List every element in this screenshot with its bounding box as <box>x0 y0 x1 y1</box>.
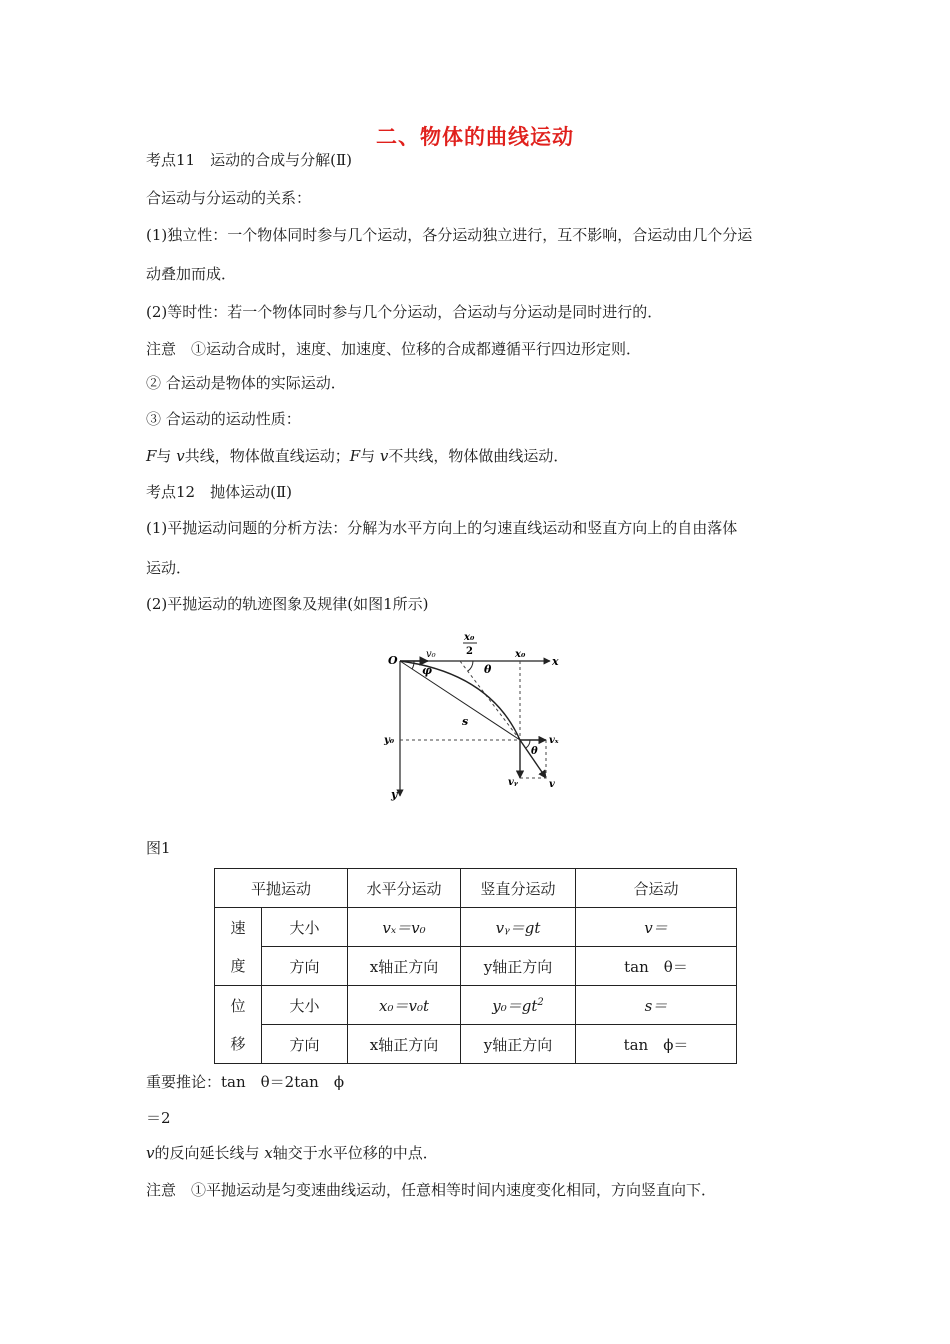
inference-line2: ＝2 <box>146 1109 171 1127</box>
table-cell: s＝ <box>576 986 737 1025</box>
label-phi: φ <box>422 664 432 677</box>
projectile-table <box>214 868 737 1064</box>
label-O: O <box>388 654 398 667</box>
symbol-x: x <box>264 1144 273 1162</box>
label-x: x <box>552 655 559 668</box>
label-theta-bottom: θ <box>531 746 538 757</box>
table-cell <box>461 986 576 1025</box>
section11-intro: 合运动与分运动的关系： <box>146 189 312 207</box>
table-cell <box>348 986 461 1025</box>
page-title: 二、物体的曲线运动 <box>376 125 574 149</box>
header-cell: 水平分运动 <box>348 869 461 908</box>
table-cell: vₓ＝v₀ <box>348 908 461 947</box>
table-row <box>215 908 737 947</box>
inference-line1: 重要推论：tan θ＝2tan ϕ <box>146 1073 345 1091</box>
table-row <box>215 1025 737 1064</box>
row-label: 方向 <box>262 947 348 986</box>
displacement-line <box>400 661 520 740</box>
row-label: 方向 <box>262 1025 348 1064</box>
row-group-label: 位 <box>215 986 262 1025</box>
header-cell: 合运动 <box>576 869 737 908</box>
header-cell: 平抛运动 <box>215 869 348 908</box>
section11-heading: 考点11 运动的合成与分解(Ⅱ) <box>146 151 352 169</box>
note4-text-1: 与 <box>156 447 177 465</box>
table-header-row <box>215 869 737 908</box>
section12-p1-line2: 运动． <box>146 559 192 577</box>
theta-arc-bottom <box>526 740 530 748</box>
section11-note2: ② 合运动是物体的实际运动． <box>146 374 346 392</box>
note4-text-4: 不共线，物体做曲线运动． <box>388 447 569 465</box>
figure-caption: 图1 <box>146 839 171 857</box>
label-y: y <box>391 788 398 801</box>
theta-arc-top <box>468 661 473 671</box>
table-cell: y轴正方向 <box>461 1025 576 1064</box>
label-x0-half-den: 2 <box>466 646 473 657</box>
symbol-v2: v <box>379 447 389 465</box>
section11-p1-line1: (1)独立性：一个物体同时参与几个运动，各分运动独立进行，互不影响，合运动由几个分运 <box>146 226 753 244</box>
table-cell: x轴正方向 <box>348 1025 461 1064</box>
section12-p2: (2)平抛运动的轨迹图象及规律(如图1所示) <box>146 595 429 613</box>
label-x0: x₀ <box>515 649 526 660</box>
inference-text-a: 的反向延长线与 <box>154 1144 265 1162</box>
row-group-label: 移 <box>215 1025 262 1064</box>
table-cell: x轴正方向 <box>348 947 461 986</box>
note4-text-2: 共线，物体做直线运动； <box>184 447 350 465</box>
table-cell: tan θ＝ <box>576 947 737 986</box>
cell-part: t <box>422 996 429 1015</box>
cell-part: x₀＝v₀ <box>379 996 423 1015</box>
section12-p1-line1: (1)平抛运动问题的分析方法：分解为水平方向上的匀速直线运动和竖直方向上的自由落体 <box>146 519 738 537</box>
cell-superscript: 2 <box>537 996 544 1008</box>
final-note: 注意 ①平抛运动是匀变速曲线运动，任意相等时间内速度变化相同，方向竖直向下． <box>146 1181 717 1199</box>
row-group-label: 度 <box>215 947 262 986</box>
section11-p1-line2: 动叠加而成． <box>146 265 237 283</box>
section11-note1: 注意 ①运动合成时，速度、加速度、位移的合成都遵循平行四边形定则． <box>146 340 642 358</box>
label-vy: vᵧ <box>508 777 518 788</box>
label-v0: v₀ <box>426 649 436 660</box>
symbol-F: F <box>146 447 157 465</box>
symbol-v: v <box>146 1144 155 1162</box>
section11-p2: (2)等时性：若一个物体同时参与几个分运动，合运动与分运动是同时进行的． <box>146 303 663 321</box>
table-cell: vᵧ＝gt <box>461 908 576 947</box>
phi-arc <box>412 661 414 669</box>
label-s: s <box>462 715 469 728</box>
inference-line3 <box>146 1143 438 1163</box>
symbol-F2: F <box>349 447 361 465</box>
table-cell: v＝ <box>576 908 737 947</box>
table-cell: y轴正方向 <box>461 947 576 986</box>
row-label: 大小 <box>262 908 348 947</box>
header-cell: 竖直分运动 <box>461 869 576 908</box>
label-v: v <box>549 779 555 790</box>
cell-part: y₀＝gt <box>492 996 538 1015</box>
note4-text-3: 与 <box>360 447 380 465</box>
section11-note4 <box>146 446 568 466</box>
table-row <box>215 947 737 986</box>
row-group-label: 速 <box>215 908 262 947</box>
row-label: 大小 <box>262 986 348 1025</box>
projectile-diagram <box>380 628 565 803</box>
inference-text-b: 轴交于水平位移的中点． <box>272 1144 438 1162</box>
table-cell: tan ϕ＝ <box>576 1025 737 1064</box>
label-theta-top: θ <box>484 663 492 676</box>
symbol-v: v <box>176 447 185 465</box>
label-x0-half-num: x₀ <box>464 632 475 643</box>
label-y0: y₀ <box>384 735 395 746</box>
section12-heading: 考点12 抛体运动(Ⅱ) <box>146 483 292 501</box>
table-row <box>215 986 737 1025</box>
label-vx: vₓ <box>549 735 559 746</box>
section11-note3: ③ 合运动的运动性质： <box>146 410 301 428</box>
